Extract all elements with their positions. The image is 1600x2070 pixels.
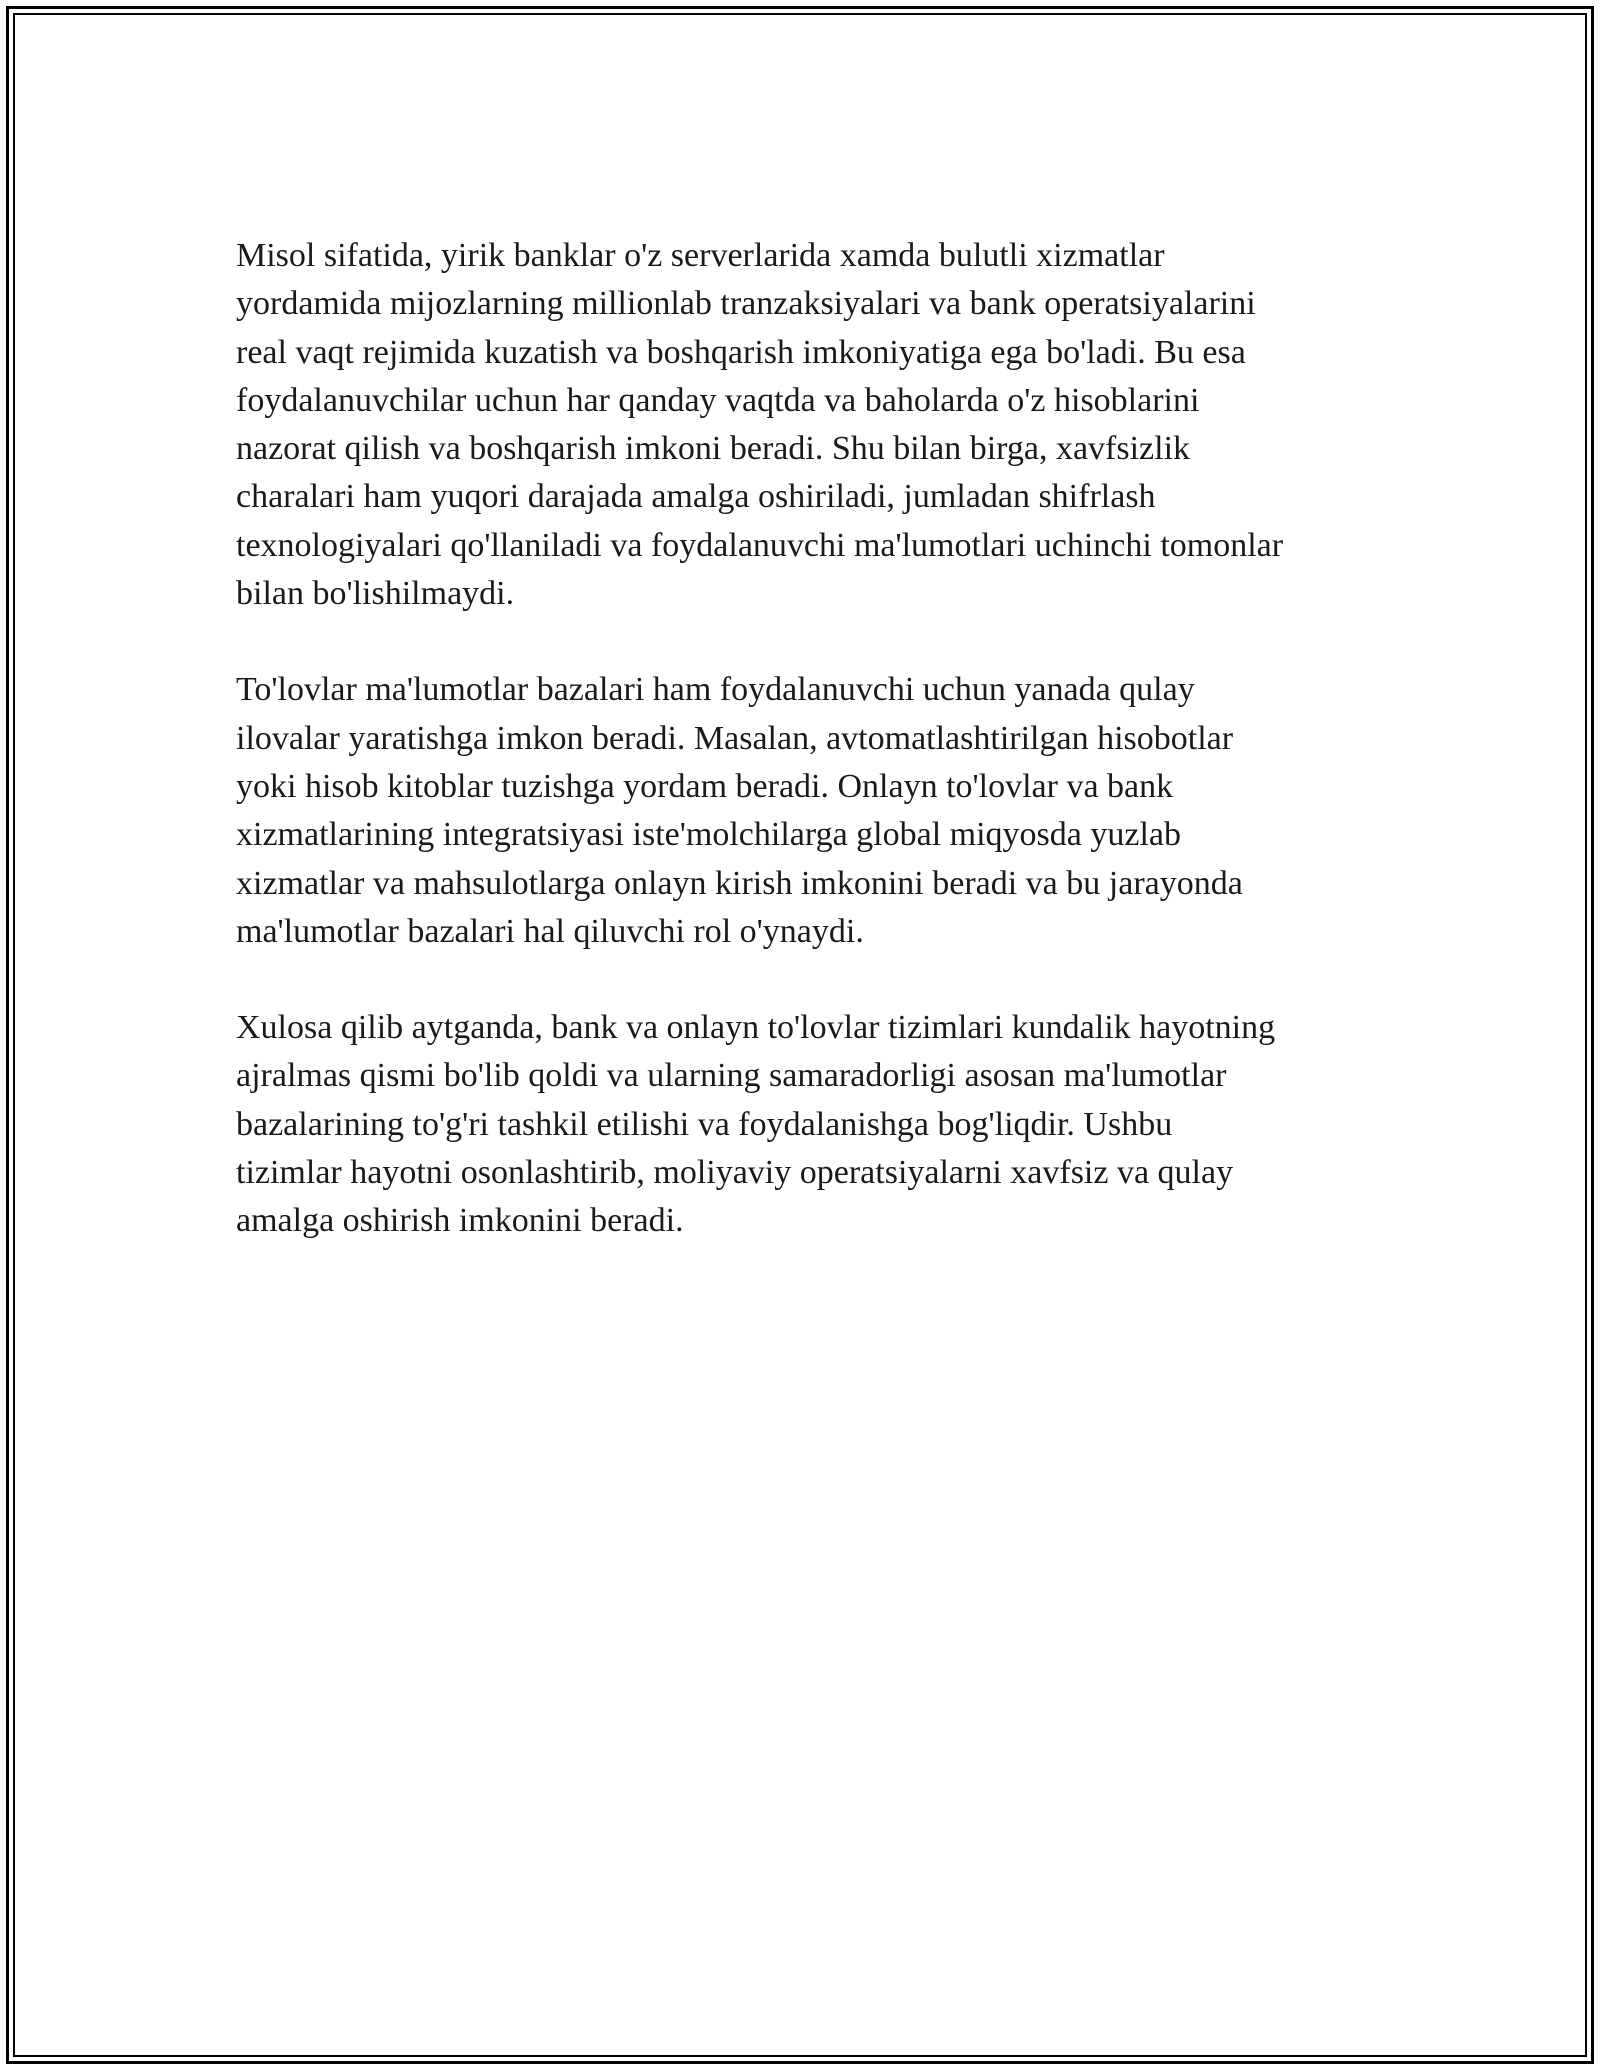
document-body (236, 232, 1376, 1294)
paragraph-1: Misol sifatida, yirik banklar o'z serverlarida xamda bulutli xizmatlar yordamida mijozlarning millionlab tranzaksiyalari va bank operatsiyalarini real vaqt rejimida kuzatish va boshqarish imkoniyatiga ega bo'ladi. Bu esa foydalanuvchilar uchun har qanday vaqtda va baholarda o'z hisoblarini nazorat qilish va boshqarish imkoni beradi. Shu bilan birga, xavfsizlik charalari ham yuqori darajada amalga oshiriladi, jumladan shifrlash texnologiyalari qo'llaniladi va foydalanuvchi ma'lumotlari uchinchi tomonlar bilan bo'lishilmaydi. (236, 237, 1284, 613)
paragraph-3: Xulosa qilib aytganda, bank va onlayn to'lovlar tizimlari kundalik hayotning ajralmas qismi bo'lib qoldi va ularning samaradorligi asosan ma'lumotlar bazalarining to'g'ri tashkil etilishi va foydalanishga bog'liqdir. Ushbu tizimlar hayotni osonlashtirib, moliyaviy operatsiyalarni xavfsiz va qulay amalga oshirish imkonini beradi. (236, 1009, 1276, 1240)
paragraph-2: To'lovlar ma'lumotlar bazalari ham foydalanuvchi uchun yanada qulay ilovalar yaratishga imkon beradi. Masalan, avtomatlashtirilgan hisobotlar yoki hisob kitoblar tuzishga yordam beradi. Onlayn to'lovlar va bank xizmatlarining integratsiyasi iste'molchilarga global miqyosda yuzlab xizmatlar va mahsulotlarga onlayn kirish imkonini beradi va bu jarayonda ma'lumotlar bazalari hal qiluvchi rol o'ynaydi. (236, 671, 1243, 950)
